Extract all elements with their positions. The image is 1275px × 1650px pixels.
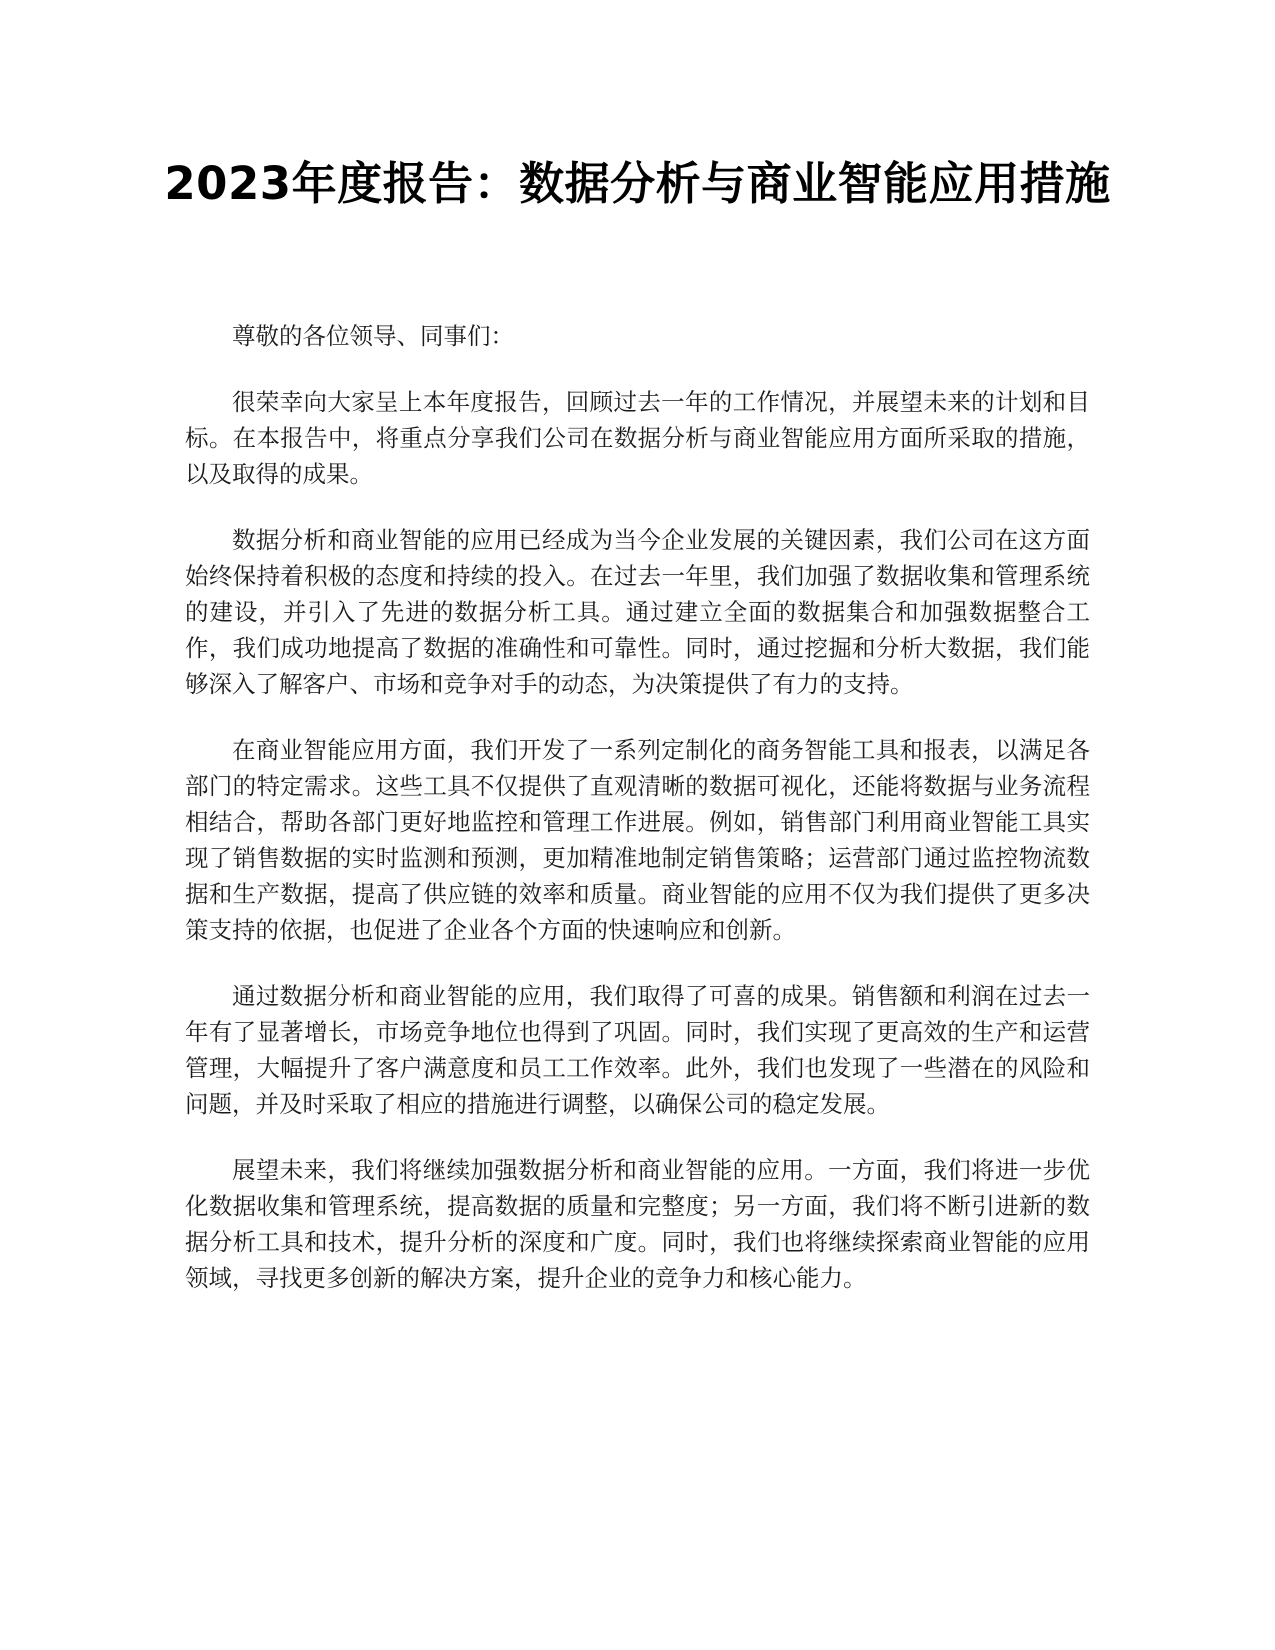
document-title: 2023年度报告：数据分析与商业智能应用措施 bbox=[164, 157, 1111, 210]
paragraph-data-analysis: 数据分析和商业智能的应用已经成为当今企业发展的关键因素，我们公司在这方面始终保持着积极的态度和持续的投入。在过去一年里，我们加强了数据收集和管理系统的建设，并引入了先进的数据分析工具。通过建立全面的数据集合和加强数据整合工作，我们成功地提高了数据的准确性和可靠性。同时，通过挖掘和分析大数据，我们能够深入了解客户、市场和竞争对手的动态，为决策提供了有力的支持。 bbox=[185, 526, 1090, 698]
paragraph-outlook: 展望未来，我们将继续加强数据分析和商业智能的应用。一方面，我们将进一步优化数据收集和管理系统，提高数据的质量和完整度；另一方面，我们将不断引进新的数据分析工具和技术，提升分析的深度和广度。同时，我们也将继续探索商业智能的应用领域，寻找更多创新的解决方案，提升企业的竞争力和核心能力。 bbox=[185, 1156, 1090, 1292]
paragraph-intro: 很荣幸向大家呈上本年度报告，回顾过去一年的工作情况，并展望未来的计划和目标。在本报告中，将重点分享我们公司在数据分析与商业智能应用方面所采取的措施，以及取得的成果。 bbox=[185, 388, 1090, 488]
salutation: 尊敬的各位领导、同事们： bbox=[232, 322, 514, 350]
paragraph-business-intelligence: 在商业智能应用方面，我们开发了一系列定制化的商务智能工具和报表，以满足各部门的特定需求。这些工具不仅提供了直观清晰的数据可视化，还能将数据与业务流程相结合，帮助各部门更好地监控和管理工作进展。例如，销售部门利用商业智能工具实现了销售数据的实时监测和预测，更加精准地制定销售策略；运营部门通过监控物流数据和生产数据，提高了供应链的效率和质量。商业智能的应用不仅为我们提供了更多决策支持的依据，也促进了企业各个方面的快速响应和创新。 bbox=[185, 736, 1090, 944]
document-body bbox=[185, 318, 1090, 1326]
paragraph-results: 通过数据分析和商业智能的应用，我们取得了可喜的成果。销售额和利润在过去一年有了显著增长，市场竞争地位也得到了巩固。同时，我们实现了更高效的生产和运营管理，大幅提升了客户满意度和员工工作效率。此外，我们也发现了一些潜在的风险和问题，并及时采取了相应的措施进行调整，以确保公司的稳定发展。 bbox=[185, 982, 1090, 1118]
